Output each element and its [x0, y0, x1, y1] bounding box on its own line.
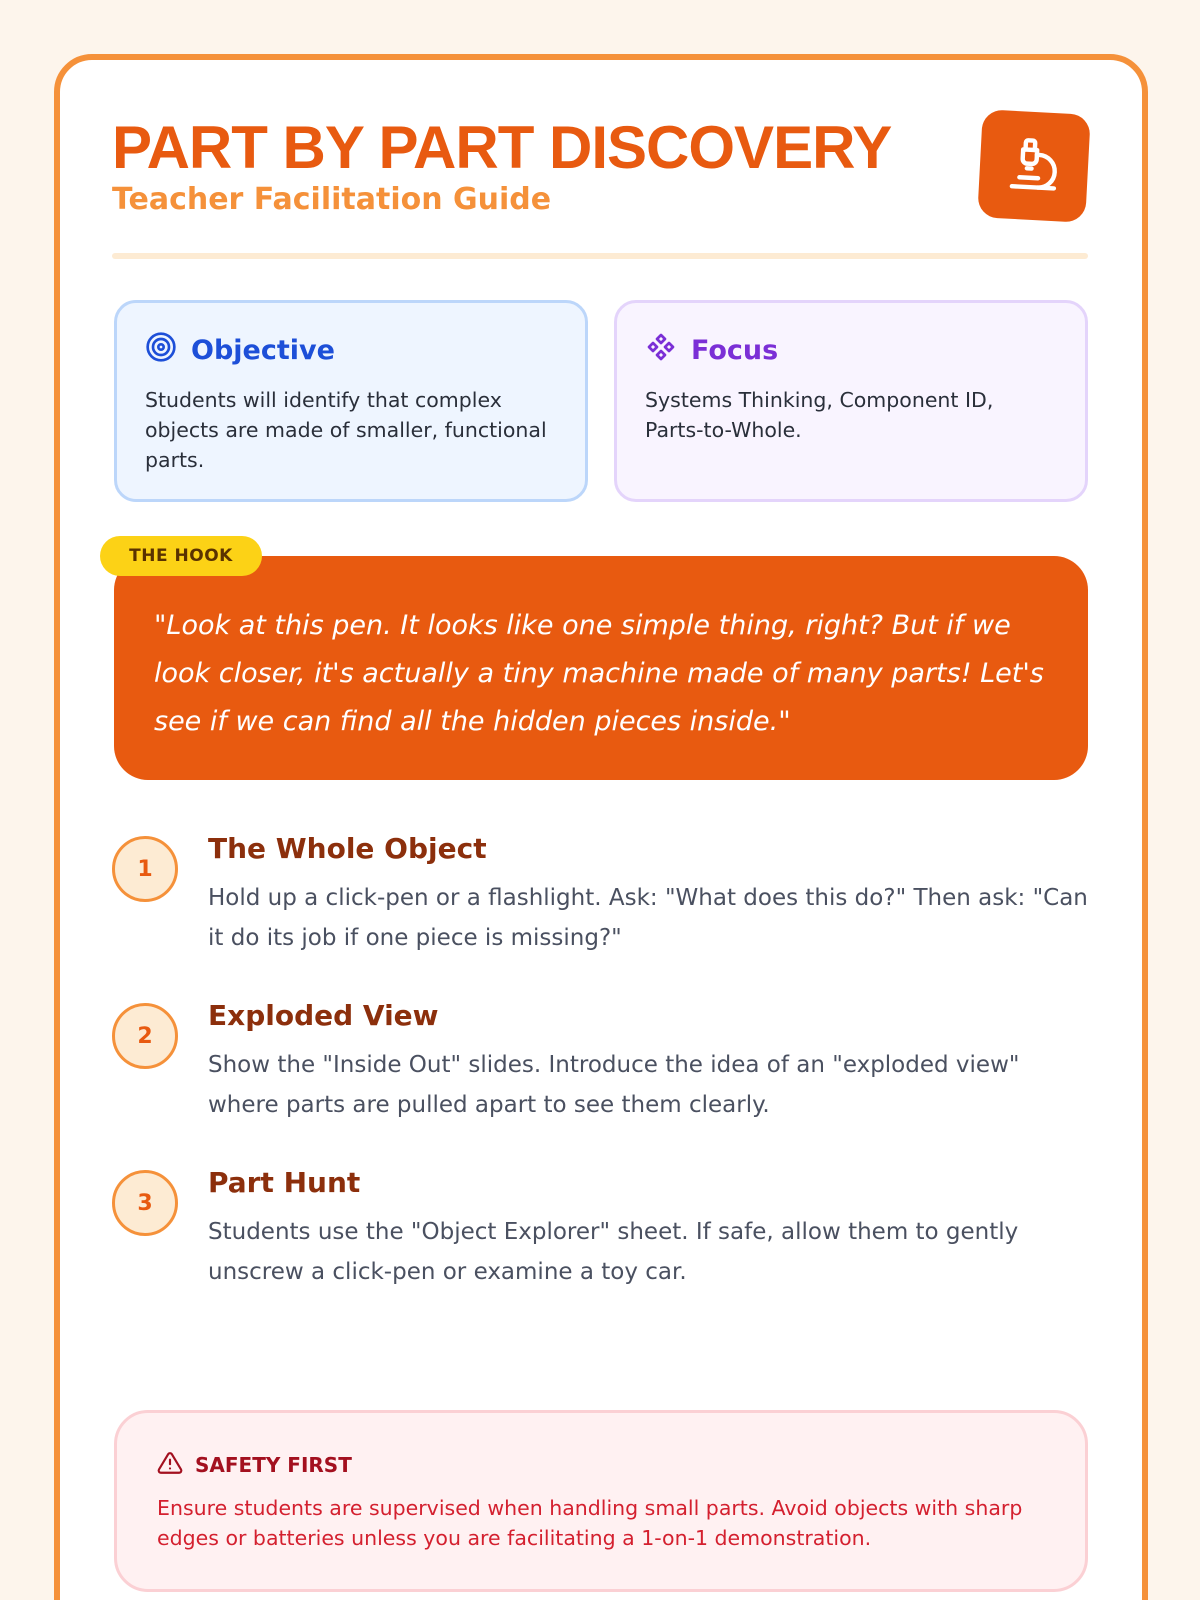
step-text: Show the "Inside Out" slides. Introduce the idea of an "exploded view" where parts are pulled apart to see them clearly.	[208, 1052, 1020, 1118]
objective-heading: Objective	[191, 334, 335, 366]
page-subtitle: Teacher Facilitation Guide	[112, 182, 552, 217]
logo-tile	[977, 109, 1091, 223]
step-number: 2	[112, 1003, 178, 1069]
step-number: 1	[112, 836, 178, 902]
objective-text: Students will identify that complex objects are made of smaller, functional parts.	[145, 388, 547, 472]
step-title: Part Hunt	[208, 1166, 361, 1199]
safety-text: Ensure students are supervised when handling small parts. Avoid objects with sharp edges or batteries unless you are facilitating a 1-on-1 demonstration.	[157, 1496, 1023, 1550]
safety-box	[114, 1410, 1088, 1592]
target-icon	[145, 331, 177, 370]
guide-card	[54, 54, 1148, 1600]
components-icon	[645, 331, 677, 370]
focus-box	[614, 300, 1088, 502]
warning-icon	[157, 1450, 183, 1481]
objective-box	[114, 300, 588, 502]
hook-quote: "Look at this pen. It looks like one simple thing, right? But if we look closer, it's actually a tiny machine made of many parts! Let's see if we can find all the hidden pieces inside."	[154, 610, 1044, 737]
step-title: The Whole Object	[208, 832, 487, 865]
step-title: Exploded View	[208, 999, 439, 1032]
hook-box	[114, 556, 1088, 780]
step-number: 3	[112, 1170, 178, 1236]
hook-badge: THE HOOK	[100, 536, 262, 576]
page-title: PART BY PART DISCOVERY	[112, 114, 892, 181]
safety-heading: SAFETY FIRST	[195, 1453, 352, 1477]
focus-heading: Focus	[691, 334, 779, 366]
step-text: Students use the "Object Explorer" sheet. If safe, allow them to gently unscrew a click-pen or examine a toy car.	[208, 1219, 1019, 1285]
focus-text: Systems Thinking, Component ID, Parts-to-Whole.	[645, 388, 994, 442]
microscope-icon	[1004, 132, 1063, 201]
step-text: Hold up a click-pen or a flashlight. Ask: "What does this do?" Then ask: "Can it do its job if one piece is missing?"	[208, 885, 1088, 951]
header-divider	[112, 253, 1088, 259]
